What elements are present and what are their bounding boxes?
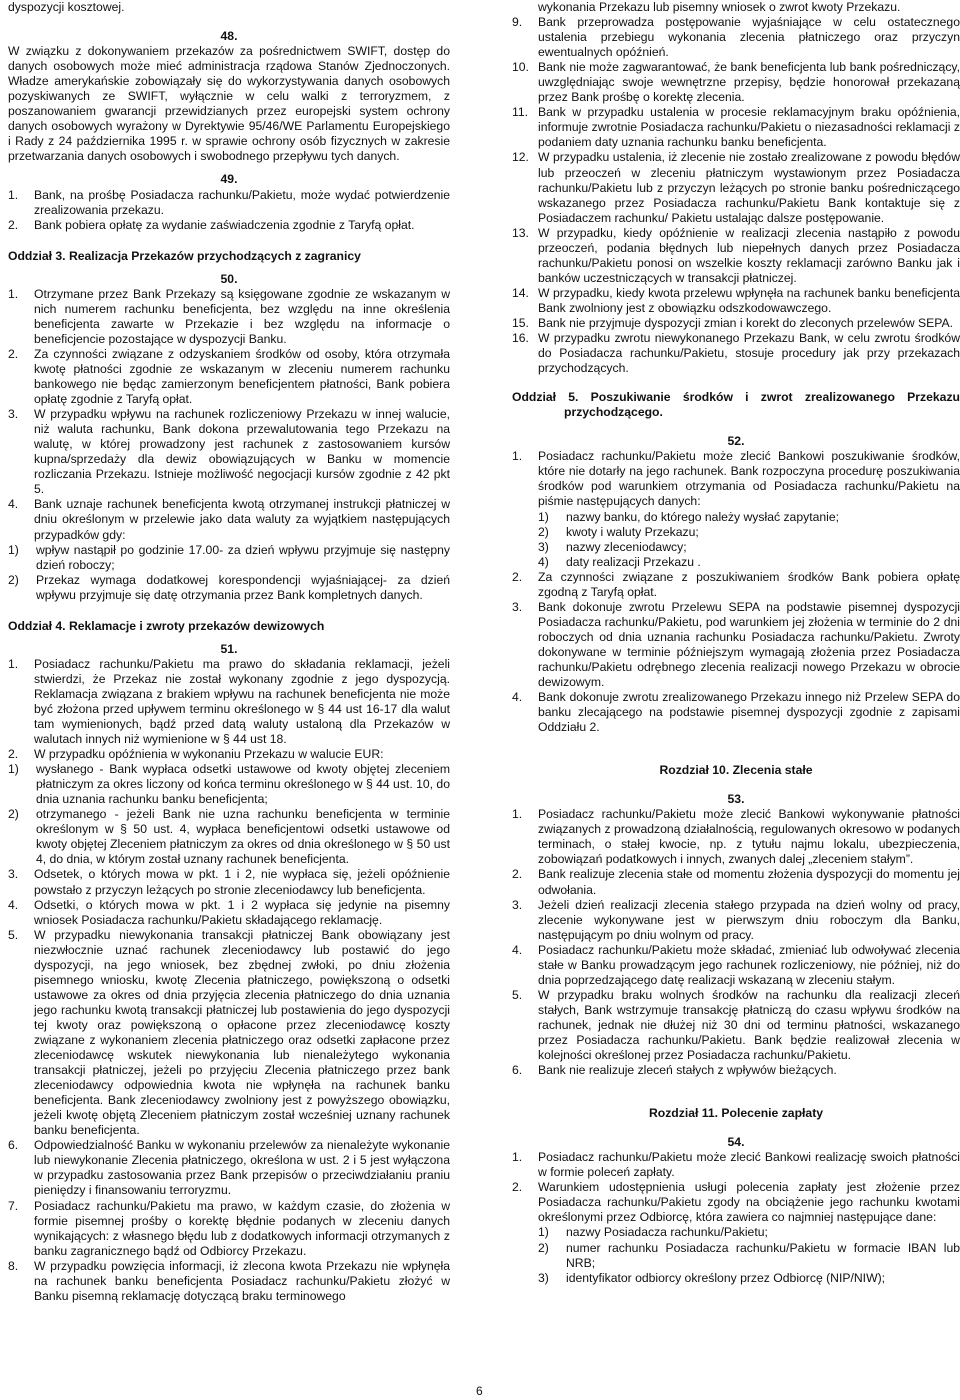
sub-list-item: 3) identyfikator odbiorcy określony przez Odbiorcę (NIP/NIW); bbox=[538, 1270, 886, 1285]
list-item: 16. W przypadku zwrotu niewykonanego Przekazu Bank, w celu zwrotu środków do Posiadacza rachunku/Pakietu, stosuje procedury jak przy przekazach przychodzących. bbox=[512, 331, 960, 376]
paragraph-54-title: 54. bbox=[727, 1135, 745, 1150]
sub-list-item: 2) numer rachunku Posiadacza rachunku/Pakietu w formacie IBAN lub NRB; bbox=[538, 1240, 960, 1270]
list-item: 3. W przypadku wpływu na rachunek rozliczeniowy Przekazu w innej walucie, niż waluta rachunku, Bank dokona przewalutowania tego Przekazu na walutę, w której prowadzony jest rachunek z zastosowaniem kursów kupna/sprzedaży dla dewiz obowiązujących w Banku w momencie rozliczania Przekazu. Istnieje możliwość negocjacji kursów zgodnie z 42 pkt 5. bbox=[8, 407, 450, 497]
right-column bbox=[512, 0, 960, 1286]
paragraph-51-title: 51. bbox=[220, 641, 238, 656]
paragraph-50-title: 50. bbox=[220, 271, 238, 286]
sub-list-item: 3) nazwy zleceniodawcy; bbox=[538, 539, 687, 554]
list-item: 1. Posiadacz rachunku/Pakietu może zlecić Bankowi realizację swoich płatności w formie poleceń zapłaty. bbox=[512, 1150, 960, 1180]
list-item: 5. W przypadku niewykonania transakcji płatniczej Bank obowiązany jest niezwłocznie uznać rachunek zleceniodawcy lub postawić do jego dyspozycji, na jego wniosek, bez zbędnej zwłoki, po dniu złożenia pisemnego wniosku, kwotę Zlecenia płatniczego, powiększoną o odsetki ustawowe za okres od dnia przyjęcia zlecenia płatniczego do dnia uznania jego rachunku kwotą transakcji płatniczej lub postawienia do jego dyspozycji tej kwoty oraz powiększoną o opłacone przez zleceniodawcę koszty związane z wykonaniem zlecenia płatniczego oraz odsetki zapłacone przez zleceniodawcę wskutek niewykonania lub nienależytego wykonania transakcji płatniczej, jeżeli po przyjęciu Zlecenia płatniczego przez bank zleceniodawcy odpowiednia kwota nie wpłynęła na rachunek banku beneficjenta. Bank zleceniodawcy zwolniony jest z powyższego obowiązku, jeżeli kwotę objętą Zleceniem płatniczym został wcześniej uznany rachunek banku beneficjenta. bbox=[8, 927, 450, 1138]
list-item: 1. Bank, na prośbę Posiadacza rachunku/Pakietu, może wydać potwierdzenie zrealizowania przekazu. bbox=[8, 187, 450, 217]
list-item: 2. Warunkiem udostępnienia usługi polecenia zapłaty jest złożenie przez Posiadacza rachunku/Pakietu zgody na obciążenie jego rachunku kwotami określonymi przez Odbiorcę, która zawiera co najmniej następujące dane: bbox=[512, 1180, 960, 1225]
list-item: 4. Posiadacz rachunku/Pakietu może składać, zmieniać lub odwoływać zlecenia stałe w Banku prowadzącym jego rachunek rozliczeniowy, nie później, niż do dnia poprzedzającego datę realizacji wskazaną w zleceniu stałym. bbox=[512, 942, 960, 987]
left-column bbox=[8, 0, 450, 1304]
paragraph-49-title: 49. bbox=[220, 172, 238, 187]
sub-list-item: 2) otrzymanego - jeżeli Bank nie uzna rachunku beneficjenta w terminie określonym w § 50 ust. 4, wypłaca beneficjentowi odsetki ustawowe od kwoty objętej Zleceniem płatniczym za okres od dnia określonego w § 50 ust 4, do dnia, w którym został uznany rachunek beneficjenta. bbox=[8, 807, 450, 867]
intro-tail: dyspozycji kosztowej. bbox=[8, 0, 125, 14]
list-item: 3. Bank dokonuje zwrotu Przelewu SEPA na podstawie pisemnej dyspozycji Posiadacza rachunku/Pakietu, pod warunkiem jej złożenia w terminie do 2 dni roboczych od dnia uznania rachunku Posiadacza rachunku/Pakietu. Zwroty dokonywane w terminie późniejszym wymagają złożenia przez Posiadacza rachunku/Pakietu odrębnego zlecenia realizacji nowego Przekazu w obrocie dewizowym. bbox=[512, 599, 960, 690]
list-item: 2. Za czynności związane z odzyskaniem środków od osoby, która otrzymała kwotę płatności zgodnie ze wskazanym w zleceniu numerem rachunku bankowego nie będąc zamierzonym beneficjentem płatności, Bank pobiera opłatę zgodnie z Taryfą opłat. bbox=[8, 346, 450, 407]
list-item: 10. Bank nie może zagwarantować, że bank beneficjenta lub bank pośredniczący, uwzględniając swoje wewnętrzne przepisy, będzie honorował przekazaną przez Bank prośbę o korektę zlecenia. bbox=[512, 60, 960, 105]
list-item: 1. Posiadacz rachunku/Pakietu ma prawo do składania reklamacji, jeżeli stwierdzi, że Przekaz nie został wykonany zgodnie z jego dyspozycją. Reklamacja związana z brakiem wpływu na rachunek beneficjenta nie może być złożona przed upływem terminu określonego w § 44 ust 16-17 dla walut tam wymienionych, bądź przed datą waluty ustaloną dla Przekazów w walutach innych niż wymienione w § 44 ust 18. bbox=[8, 656, 450, 747]
sub-list-item: 1) nazwy banku, do którego należy wysłać zapytanie; bbox=[538, 509, 840, 524]
list-item: 6. Bank nie realizuje zleceń stałych z wpływów bieżących. bbox=[512, 1063, 837, 1078]
list-item: 4. Bank uznaje rachunek beneficjenta kwotą otrzymanej instrukcji płatniczej w dniu określonym w przelewie jako data waluty za wyjątkiem następujących przypadków gdy: bbox=[8, 497, 450, 542]
list-item: 4. Odsetki, o których mowa w pkt. 1 i 2 wypłaca się jedynie na pisemny wniosek Posiadacza rachunku/Pakietu składającego reklamację. bbox=[8, 897, 450, 927]
list-item: 11. Bank w przypadku ustalenia w procesie reklamacyjnym braku opóźnienia, informuje zwrotnie Posiadacza rachunku/Pakietu o niezasadności reklamacji z podaniem daty uznania rachunku banku beneficjenta. bbox=[512, 105, 960, 150]
paragraph-52-title: 52. bbox=[727, 434, 745, 449]
paragraph-53-title: 53. bbox=[727, 792, 745, 807]
list-item: 7. Posiadacz rachunku/Pakietu ma prawo, w każdym czasie, do złożenia w formie pisemnej prośby o korektę błędnie podanych w zleceniu danych wynikających: z własnego błędu lub z dodatkowych informacji otrzymanych z banku zagranicznego bądź od Odbiorcy Przekazu. bbox=[8, 1198, 450, 1258]
chapter-heading-10: Rozdział 10. Zlecenia stałe bbox=[659, 763, 813, 778]
list-item: 2. Bank realizuje zlecenia stałe od momentu złożenia dyspozycji do momentu jej odwołania. bbox=[512, 867, 960, 897]
continuation-line: wykonania Przekazu lub pisemny wniosek o zwrot kwoty Przekazu. bbox=[538, 0, 901, 14]
sub-list-item: 1) wpływ nastąpił po godzinie 17.00- za dzień wpływu przyjmuje się następny dzień roboczy; bbox=[8, 542, 450, 572]
list-item: 3. Odsetek, o których mowa w pkt. 1 i 2, nie wypłaca się, jeżeli opóźnienie powstało z przyczyn leżących po stronie zleceniodawcy lub beneficjenta. bbox=[8, 867, 450, 897]
sub-list-item: 2) Przekaz wymaga dodatkowej korespondencji wyjaśniającej- za dzień wpływu przyjmuje się datę otrzymania przez Bank kompletnych danych. bbox=[8, 572, 450, 602]
list-item: 9. Bank przeprowadza postępowanie wyjaśniające w celu ostatecznego ustalenia przebiegu wykonania zlecenia płatniczego oraz przyczyn ewentualnych opóźnień. bbox=[512, 15, 960, 60]
section-heading-oddzial-3: Oddział 3. Realizacja Przekazów przychodzących z zagranicy bbox=[8, 248, 361, 263]
sub-list-item: 1) nazwy Posiadacza rachunku/Pakietu; bbox=[538, 1225, 768, 1240]
paragraph-48-title: 48. bbox=[220, 29, 238, 44]
chapter-heading-11: Rozdział 11. Polecenie zapłaty bbox=[648, 1106, 824, 1121]
sub-list-item: 4) daty realizacji Przekazu . bbox=[538, 554, 701, 569]
section-heading-oddzial-5: Oddział 5. Poszukiwanie środków i zwrot zrealizowanego Przekazu przychodzącego. bbox=[512, 390, 960, 420]
list-item: 6. Odpowiedzialność Banku w wykonaniu przelewów za nienależyte wykonanie lub niewykonanie Zlecenia płatniczego, określona w ust. 2 i 5 jest wyłączona w przypadku zastosowania przez Bank przepisów o przeciwdziałaniu praniu pieniędzy i finansowaniu terroryzmu. bbox=[8, 1138, 450, 1198]
section-heading-oddzial-4: Oddział 4. Reklamacje i zwroty przekazów dewizowych bbox=[8, 618, 325, 633]
list-item: 12. W przypadku ustalenia, iż zlecenie nie zostało zrealizowane z powodu błędów lub przeoczeń w zleceniu płatniczym wystawionym przez Posiadacza rachunku/Pakietu lub z przyczyn leżących po stronie banku pośredniczącego wskazanego przez Posiadacza rachunku/Pakietu Bank kontaktuje się z Posiadaczem rachunku/ Pakietu ustalając dalsze postępowanie. bbox=[512, 150, 960, 225]
list-item: 14. W przypadku, kiedy kwota przelewu wpłynęła na rachunek banku beneficjenta Bank zwolniony jest z obowiązku odszkodowawczego. bbox=[512, 285, 960, 315]
list-item: 2. W przypadku opóźnienia w wykonaniu Przekazu w walucie EUR: bbox=[8, 747, 384, 762]
paragraph-48-text: W związku z dokonywaniem przekazów za pośrednictwem SWIFT, dostęp do danych osobowych może mieć administracja rządowa Stanów Zjednoczonych. Władze amerykańskie zobowiązały się do wykorzystywania danych osobowych pozyskiwanych ze SWIFT, wyłącznie w celu walki z terroryzmem, z poszanowaniem gwarancji przewidzianych przez europejski system ochrony danych osobowych wyrażony w Dyrektywie 95/46/WE Parlamentu Europejskiego i Rady z 24 października 1995 r. w sprawie ochrony osób fizycznych w zakresie przetwarzania danych osobowych i swobodnego przepływu tych danych. bbox=[8, 44, 450, 164]
list-item: 2. Za czynności związane z poszukiwaniem środków Bank pobiera opłatę zgodną z Taryfą opłat. bbox=[512, 569, 960, 599]
list-item: 4. Bank dokonuje zwrotu zrealizowanego Przekazu innego niż Przelew SEPA do banku zlecającego na podstawie pisemnej dyspozycji zgodnie z zapisami Oddziału 2. bbox=[512, 690, 960, 735]
list-item: 13. W przypadku, kiedy opóźnienie w realizacji zlecenia nastąpiło z powodu przeoczeń, podania błędnych lub niepełnych danych przez Posiadacza rachunku/Pakietu ponosi on wszelkie koszty reklamacji zarówno Banku jak i banków uczestniczących w transakcji płatniczej. bbox=[512, 225, 960, 285]
list-item: 2. Bank pobiera opłatę za wydanie zaświadczenia zgodnie z Taryfą opłat. bbox=[8, 217, 415, 232]
list-item: 8. W przypadku powzięcia informacji, iż zlecona kwota Przekazu nie wpłynęła na rachunek banku beneficjenta Posiadacz rachunku/Pakietu złożyć w Banku pisemną reklamację dotyczącą braku terminowego bbox=[8, 1258, 450, 1303]
page-number: 6 bbox=[476, 1384, 483, 1398]
list-item: 1. Posiadacz rachunku/Pakietu może zlecić Bankowi wykonywanie płatności związanych z prowadzoną działalnością, regulowanych okresowo w podanych terminach, o stałej kwocie, np. z tytułu najmu lokalu, ubezpieczenia, zobowiązań podatkowych i innych, zwanych dalej „zleceniem stałym”. bbox=[512, 807, 960, 867]
list-item: 5. W przypadku braku wolnych środków na rachunku dla realizacji zleceń stałych, Bank wstrzymuje transakcję płatniczą do czasu wpływu środków na rachunek, jednak nie dłużej niż 30 dni od terminu płatności, wskazanego przez Posiadacza rachunku/Pakietu. Bank będzie realizował zlecenia w kolejności określonej przez Posiadacza rachunku/Pakietu. bbox=[512, 987, 960, 1063]
sub-list-item: 2) kwoty i waluty Przekazu; bbox=[538, 524, 699, 539]
sub-list-item: 1) wysłanego - Bank wypłaca odsetki ustawowe od kwoty objętej zleceniem płatniczym za okres liczony od końca terminu określonego w § 44 ust. 10, do dnia uznania rachunku banku beneficjenta; bbox=[8, 762, 450, 807]
list-item: 3. Jeżeli dzień realizacji zlecenia stałego przypada na dzień wolny od pracy, zlecenie wykonywane jest w pierwszym dniu roboczym dla Banku, następującym po dniu wolnym od pracy. bbox=[512, 897, 960, 942]
list-item: 1. Posiadacz rachunku/Pakietu może zlecić Bankowi poszukiwanie środków, które nie dotarły na jego rachunek. Bank rozpoczyna procedurę poszukiwania środków pod warunkiem otrzymania od Posiadacza rachunku/Pakietu na piśmie następujących danych: bbox=[512, 449, 960, 509]
list-item: 1. Otrzymane przez Bank Przekazy są księgowane zgodnie ze wskazanym w nich numerem rachunku beneficjenta, bez względu na inne określenia beneficjenta zawarte w Przekazie i bez względu na informacje o beneficjencie pozostające w dyspozycji Banku. bbox=[8, 286, 450, 346]
list-item: 15. Bank nie przyjmuje dyspozycji zmian i korekt do zleconych przelewów SEPA. bbox=[512, 315, 953, 330]
